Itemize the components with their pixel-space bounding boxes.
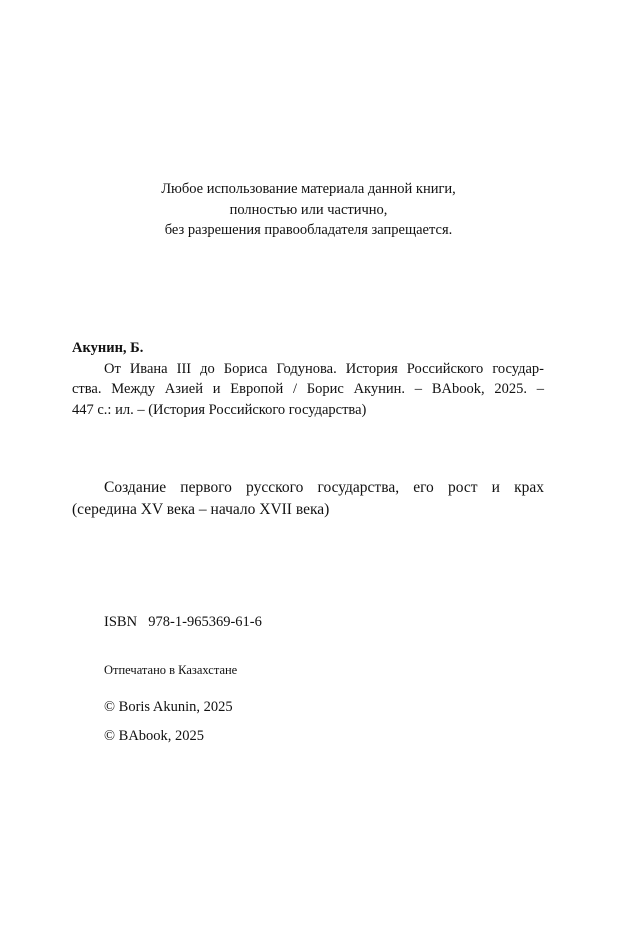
- isbn-number: ISBN 978-1-965369-61-6: [104, 614, 262, 630]
- annotation-line: (середина XV века – начало XVII века): [72, 500, 330, 518]
- printed-in-note: Отпечатано в Казахстане: [104, 663, 238, 677]
- bibliographic-entry: [72, 338, 544, 420]
- rights-notice-line: полностью или частично,: [229, 201, 388, 218]
- rights-notice: [0, 179, 617, 241]
- copyright-author: © Boris Akunin, 2025: [104, 699, 233, 715]
- bibliographic-description-line: ства. Между Азией и Европой / Борис Акунин. – BAbook, 2025. –: [72, 381, 544, 397]
- bibliographic-description-line: От Ивана III до Бориса Годунова. История Российского государ-: [104, 360, 544, 377]
- author-heading: Акунин, Б.: [72, 340, 144, 356]
- book-annotation: [72, 477, 544, 520]
- rights-notice-line: без разрешения правообладателя запрещается.: [164, 222, 453, 238]
- annotation-line: Создание первого русского государства, его рост и крах: [104, 479, 544, 496]
- bibliographic-description: [72, 359, 544, 421]
- rights-notice-line: Любое использование материала данной книги,: [161, 181, 456, 197]
- copyright-publisher: © BAbook, 2025: [104, 728, 205, 744]
- bibliographic-description-line: 447 с.: ил. – (История Российского государства): [72, 401, 367, 418]
